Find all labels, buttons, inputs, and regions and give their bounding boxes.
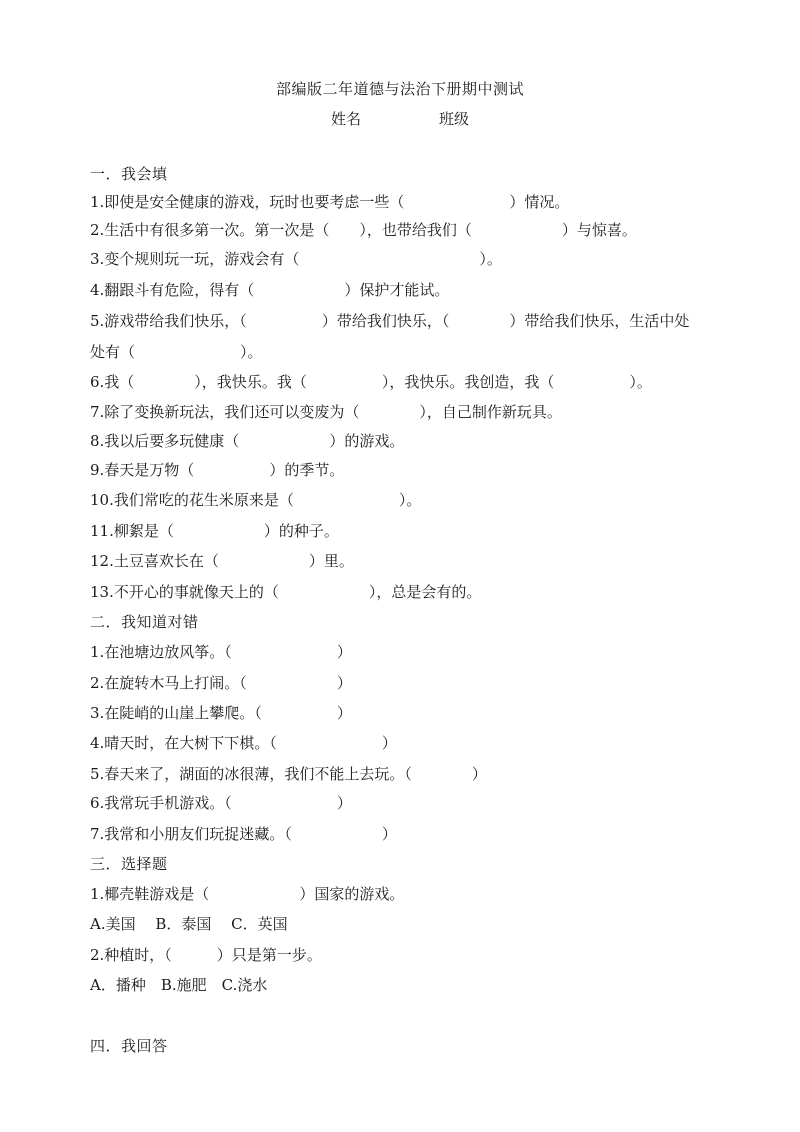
answer-options: A．播种 B.施肥 C.浇水 (90, 976, 268, 994)
question-line: 8.我以后要多玩健康（ ）的游戏。 (90, 432, 405, 450)
question-line: 3.在陡峭的山崖上攀爬。（ ） (90, 704, 352, 722)
question-line: 12.土豆喜欢长在（ ）里。 (90, 552, 354, 570)
section-heading-answer: 四．我回答 (90, 1037, 168, 1055)
question-line: 1.椰壳鞋游戏是（ ）国家的游戏。 (90, 885, 405, 903)
question-line: 6.我（ ），我快乐。我（ ），我快乐。我创造，我（ ）。 (90, 373, 652, 391)
question-line: 7.除了变换新玩法，我们还可以变废为（ ），自己制作新玩具。 (90, 403, 562, 421)
section-heading-fill: 一．我会填 (90, 165, 168, 183)
question-line: 2.在旋转木马上打闹。（ ） (90, 674, 352, 692)
question-line: 13.不开心的事就像天上的（ ），总是会有的。 (90, 583, 482, 601)
question-line: 5.游戏带给我们快乐，（ ）带给我们快乐，（ ）带给我们快乐，生活中处 (90, 312, 690, 330)
question-line: 2.生活中有很多第一次。第一次是（ ），也带给我们（ ）与惊喜。 (90, 221, 637, 239)
name-label: 姓名 (330, 110, 361, 128)
section-heading-choice: 三．选择题 (90, 855, 168, 873)
question-line-continued: 处有（ ）。 (90, 343, 263, 361)
answer-options: A.美国 B．泰国 C．英国 (90, 915, 288, 933)
question-line: 1.在池塘边放风筝。（ ） (90, 643, 352, 661)
question-line: 7.我常和小朋友们玩捉迷藏。（ ） (90, 825, 397, 843)
question-line: 10.我们常吃的花生米原来是（ ）。 (90, 491, 422, 509)
page-title: 部编版二年道德与法治下册期中测试 (275, 80, 524, 98)
question-line: 1.即使是安全健康的游戏，玩时也要考虑一些（ ）情况。 (90, 193, 570, 211)
question-line: 4.翻跟斗有危险，得有（ ）保护才能试。 (90, 281, 450, 299)
class-label: 班级 (439, 110, 470, 128)
question-line: 11.柳絮是（ ）的种子。 (90, 522, 339, 540)
section-heading-true-false: 二．我知道对错 (90, 613, 199, 631)
question-line: 4.晴天时，在大树下下棋。（ ） (90, 734, 397, 752)
question-line: 5.春天来了，湖面的冰很薄，我们不能上去玩。（ ） (90, 765, 487, 783)
student-info-row (0, 108, 800, 129)
question-line: 2.种植时，（ ）只是第一步。 (90, 946, 322, 964)
question-line: 6.我常玩手机游戏。（ ） (90, 794, 352, 812)
question-line: 3.变个规则玩一玩，游戏会有（ ）。 (90, 250, 502, 268)
question-line: 9.春天是万物（ ）的季节。 (90, 461, 345, 479)
